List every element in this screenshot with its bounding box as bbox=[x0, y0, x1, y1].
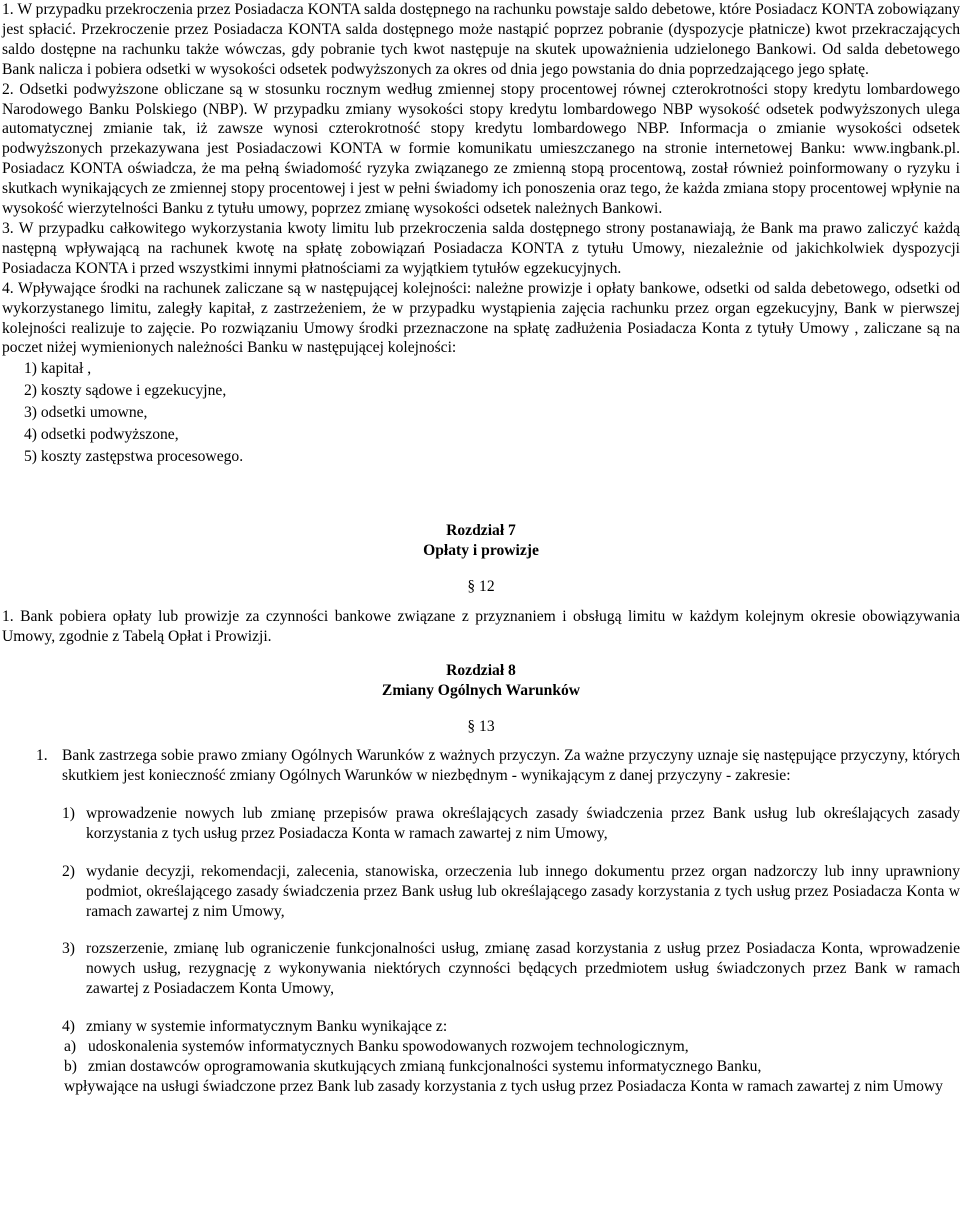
chapter-8-title: Zmiany Ogólnych Warunków bbox=[381, 682, 581, 700]
list-item: 3) odsetki umowne, bbox=[24, 404, 148, 422]
chapter-7-paragraph-1: 1. Bank pobiera opłaty lub prowizje za czynności bankowe związane z przyznaniem i obsługą limitu w każdym kolejnym okresie obowiązywania Umowy, zgodnie z Tabelą Opłat i Prowizji. bbox=[2, 608, 960, 646]
reason-number: 4) bbox=[62, 1018, 75, 1036]
reason-number: 3) bbox=[62, 940, 75, 958]
reason-item bbox=[2, 1017, 960, 1037]
reason-text: zmiany w systemie informatycznym Banku wynikające z: bbox=[86, 1018, 448, 1036]
reason-text: wydanie decyzji, rekomendacji, zalecenia, stanowiska, orzeczenia lub innego dokumentu przez organ nadzorczy lub inny uprawniony podmiot, określającego zasady świadczenia przez Bank usług lub określającego zasady korzystania z tych usług przez Posiadacza Konta w ramach zawartej z nim Umowy, bbox=[86, 862, 960, 920]
it-reason-letter: b) bbox=[64, 1058, 77, 1075]
paragraph-13-mark: § 13 bbox=[467, 718, 495, 736]
reason-item bbox=[2, 862, 960, 922]
closing-text: wpływające na usługi świadczone przez Bank lub zasady korzystania z tych usług przez Posiadacza Konta w ramach zawartej z nim Umowy bbox=[64, 1077, 943, 1095]
it-reason-item bbox=[2, 1057, 960, 1077]
reason-text: rozszerzenie, zmianę lub ograniczenie funkcjonalności usług, zmianę zasad korzystania z usług przez Posiadacza Konta, wprowadzenie nowych usług, rezygnację z wykonywania niektórych czynności będących przedmiotem usług świadczonych przez Bank w ramach zawartej z Posiadaczem Konta Umowy, bbox=[86, 940, 960, 998]
list-item: 1) kapitał , bbox=[24, 360, 92, 378]
sec6-paragraph-4: 4. Wpływające środki na rachunek zaliczane są w następującej kolejności: należne prowizje i opłaty bankowe, odsetki od salda debetowego, odsetki od wykorzystanego limitu, zaległy kapitał, z zastrzeżeniem, że w przypadku wystąpienia zajęcia rachunku przez organ egzekucyjny, Bank w pierwszej kolejności realizuje to zajęcie. Po rozwiązaniu Umowy środki przeznaczone na spłatę zadłużenia Posiadacza Konta z tytuły Umowy , zaliczane są na poczet niżej wymienionych należności Banku w następującej kolejności: bbox=[2, 279, 960, 357]
item-text: Bank zastrzega sobie prawo zmiany Ogólnych Warunków z ważnych przyczyn. Za ważne przyczyny uznaje się następujące przyczyny, których skutkiem jest konieczność zmiany Ogólnych Warunków w niezbędnym - wynikającym z danej przyczyny - zakresie: bbox=[62, 747, 960, 785]
reason-text: wprowadzenie nowych lub zmianę przepisów prawa określających zasady świadczenia przez Bank usług lub określających zasady korzystania z tych usług przez Posiadacza Konta w ramach zawartej z nim Umowy, bbox=[86, 804, 960, 842]
list-item: 5) koszty zastępstwa procesowego. bbox=[24, 448, 244, 466]
reason-number: 1) bbox=[62, 804, 75, 822]
list-item: 4) odsetki podwyższone, bbox=[24, 426, 179, 444]
it-reason-item bbox=[2, 1037, 960, 1057]
chapter-7-title: Opłaty i prowizje bbox=[423, 542, 539, 560]
reason-item bbox=[2, 939, 960, 999]
item-number: 1. bbox=[36, 747, 48, 765]
chapter-7-heading: Rozdział 7 bbox=[446, 522, 516, 540]
it-reason-text: udoskonalenia systemów informatycznych Banku spowodowanych rozwojem technologicznym, bbox=[88, 1038, 689, 1056]
reason-number: 2) bbox=[62, 862, 75, 880]
sec6-paragraph-1: 1. W przypadku przekroczenia przez Posiadacza KONTA salda dostępnego na rachunku powstaje saldo debetowe, które Posiadacz KONTA zobowiązany jest spłacić. Przekroczenie przez Posiadacza KONTA salda dostępnego może nastąpić poprzez pobranie (dyspozycje płatnicze) kwot przekraczających saldo dostępne na rachunku także wówczas, gdy pobranie tych kwot następuje na skutek upoważnienia udzielonego Bankowi. Od salda debetowego Bank nalicza i pobiera odsetki w wysokości odsetek podwyższonych za okres od dnia jego powstania do dnia poprzedzającego jego spłatę. bbox=[2, 1, 960, 78]
it-reason-text: zmian dostawców oprogramowania skutkujących zmianą funkcjonalności systemu informatycznego Banku, bbox=[88, 1058, 762, 1075]
chapter-8-heading: Rozdział 8 bbox=[446, 662, 516, 680]
reason-item bbox=[2, 804, 960, 844]
sec6-paragraph-3: 3. W przypadku całkowitego wykorzystania kwoty limitu lub przekroczenia salda dostępnego strony postanawiają, że Bank ma prawo zaliczyć każdą następną wpływającą na rachunek kwotę na spłatę zobowiązań Posiadacza KONTA z tytułu Umowy, niezależnie od jakichkolwiek dyspozycji Posiadacza KONTA i przed wszystkimi innymi płatnościami za wyjątkiem tytułów egzekucyjnych. bbox=[2, 219, 960, 277]
repayment-order-list bbox=[2, 358, 960, 468]
chapter-8-item-1 bbox=[2, 746, 960, 786]
list-item: 2) koszty sądowe i egzekucyjne, bbox=[24, 382, 227, 400]
sec6-paragraph-2: 2. Odsetki podwyższone obliczane są w stosunku rocznym według zmiennej stopy procentowej równej czterokrotności stopy kredytu lombardowego Narodowego Banku Polskiego (NBP). W przypadku zmiany wysokości stopy kredytu lombardowego NBP wysokość odsetek podwyższonych ulega automatycznej zmianie tak, iż zawsze wynosi czterokrotność stopy kredytu lombardowego NBP. Informacja o zmianie wysokości odsetek podwyższonych przekazywana jest Posiadaczowi KONTA w formie komunikatu umieszczanego na stronie internetowej Banku: www.ingbank.pl. Posiadacz KONTA oświadcza, że ma pełną świadomość ryzyka związanego ze zmienną stopą procentową, został również poinformowany o ryzyku i skutkach wynikających ze zmiennej stopy procentowej i jest w pełni świadomy ich ponoszenia oraz tego, że każda zmiana stopy procentowej wpłynie na wysokość wierzytelności Banku z tytułu umowy, poprzez zmianę wysokości odsetek należnych Bankowi. bbox=[2, 80, 960, 218]
it-reason-letter: a) bbox=[64, 1038, 77, 1056]
paragraph-12-mark: § 12 bbox=[467, 578, 495, 596]
